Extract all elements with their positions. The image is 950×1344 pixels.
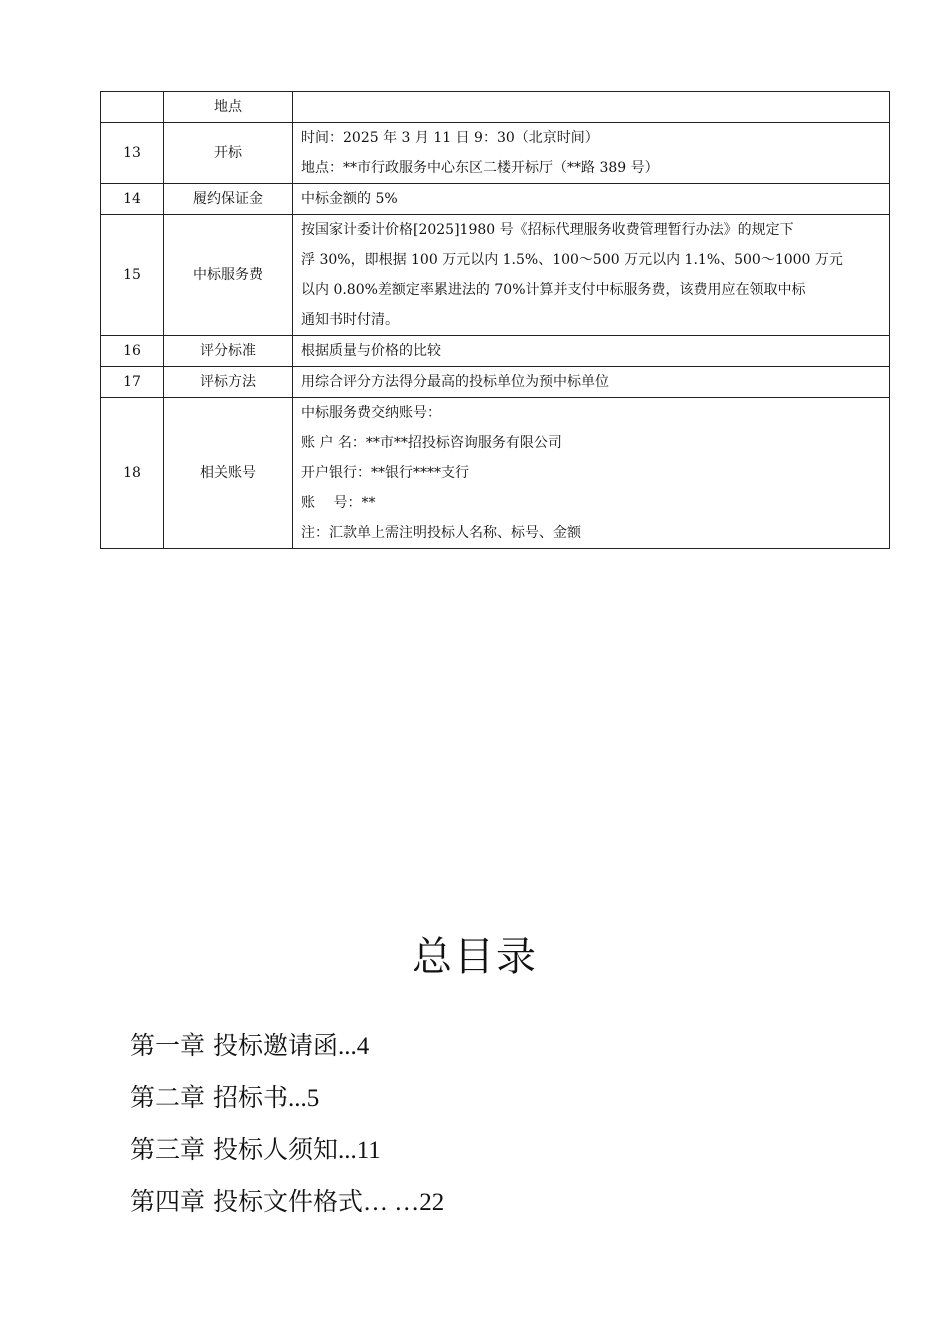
row-number — [101, 92, 164, 123]
table-row — [101, 184, 890, 215]
row-content — [293, 184, 890, 215]
content-line: 中标服务费交纳账号： — [301, 405, 441, 421]
table-row — [101, 367, 890, 398]
content-line: 根据质量与价格的比较 — [301, 343, 441, 359]
content-line: 中标金额的 5% — [301, 191, 398, 207]
toc-leader-dots: ... — [287, 1085, 307, 1112]
toc-entry[interactable] — [130, 1182, 810, 1234]
row-content — [293, 367, 890, 398]
row-item: 评标方法 — [164, 367, 293, 398]
table-of-contents — [130, 1026, 810, 1234]
toc-leader-dots: ... — [337, 1137, 357, 1164]
row-content — [293, 398, 890, 549]
content-line: 按国家计委计价格[2025]1980 号《招标代理服务收费管理暂行办法》的规定下 — [301, 222, 794, 238]
row-content — [293, 215, 890, 336]
content-line — [301, 92, 881, 122]
row-number: 16 — [101, 336, 164, 367]
content-line: 账 号：** — [301, 495, 376, 511]
row-item: 履约保证金 — [164, 184, 293, 215]
toc-page-number: 22 — [419, 1189, 445, 1216]
row-item: 地点 — [164, 92, 293, 123]
table-row — [101, 92, 890, 123]
content-line: 账 户 名：**市**招投标咨询服务有限公司 — [301, 435, 562, 451]
toc-page-number: 5 — [306, 1085, 320, 1112]
row-number: 13 — [101, 123, 164, 184]
toc-leader-dots: ... — [337, 1033, 357, 1060]
toc-page-number: 4 — [356, 1033, 370, 1060]
bid-info-table — [100, 91, 890, 549]
row-number: 18 — [101, 398, 164, 549]
table-row — [101, 398, 890, 549]
toc-entry-label: 第二章 招标书 — [130, 1083, 288, 1112]
row-item: 评分标准 — [164, 336, 293, 367]
row-item: 开标 — [164, 123, 293, 184]
table-row — [101, 215, 890, 336]
row-number: 14 — [101, 184, 164, 215]
row-content — [293, 92, 890, 123]
content-line: 地点：**市行政服务中心东区二楼开标厅（**路 389 号） — [301, 160, 659, 176]
row-content — [293, 123, 890, 184]
content-line: 开户银行：**银行****支行 — [301, 465, 469, 481]
toc-leader-dots: … … — [362, 1189, 420, 1216]
row-item: 中标服务费 — [164, 215, 293, 336]
toc-entry[interactable] — [130, 1078, 810, 1130]
table-row — [101, 336, 890, 367]
toc-entry[interactable] — [130, 1130, 810, 1182]
content-line: 用综合评分方法得分最高的投标单位为预中标单位 — [301, 374, 609, 390]
content-line: 通知书时付清。 — [301, 312, 399, 328]
table-row — [101, 123, 890, 184]
row-item: 相关账号 — [164, 398, 293, 549]
row-number: 15 — [101, 215, 164, 336]
toc-entry-label: 第三章 投标人须知 — [130, 1135, 338, 1164]
toc-title: 总目录 — [412, 934, 538, 980]
row-content — [293, 336, 890, 367]
toc-entry[interactable] — [130, 1026, 810, 1078]
row-number: 17 — [101, 367, 164, 398]
content-line: 注：汇款单上需注明投标人名称、标号、金额 — [301, 525, 581, 541]
toc-page-number: 11 — [356, 1137, 381, 1164]
content-line: 浮 30%，即根据 100 万元以内 1.5%、100～500 万元以内 1.1%、500～1000 万元 — [301, 252, 843, 268]
content-line: 以内 0.80%差额定率累进法的 70%计算并支付中标服务费，该费用应在领取中标 — [301, 282, 806, 298]
content-line: 时间：2025 年 3 月 11 日 9：30（北京时间） — [301, 130, 599, 146]
toc-entry-label: 第四章 投标文件格式 — [130, 1187, 363, 1216]
toc-entry-label: 第一章 投标邀请函 — [130, 1031, 338, 1060]
